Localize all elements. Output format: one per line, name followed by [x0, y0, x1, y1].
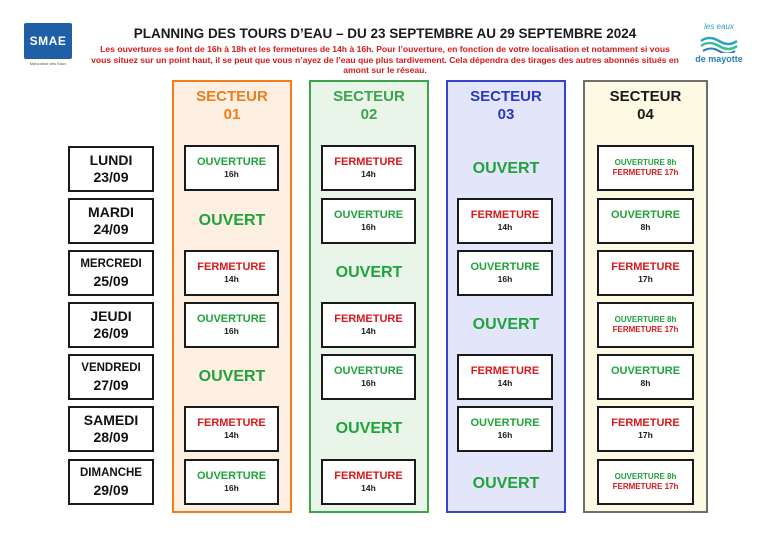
status-time: 14h [497, 222, 513, 232]
status-time: 14h [497, 378, 513, 388]
day-label-friday [68, 354, 154, 400]
status-opening: OUVERTURE [333, 209, 404, 221]
sector-number: 01 [223, 106, 241, 123]
status-time: 17h [638, 274, 653, 284]
sector-label: SECTEUR [609, 88, 682, 105]
day-label-thursday [68, 302, 154, 348]
status-open-s3-sunday: OUVERT [472, 475, 540, 492]
day-date: 29/09 [93, 482, 129, 498]
smae-logo [24, 23, 72, 73]
status-closing: FERMETURE [197, 417, 266, 429]
schedule-cell-s3-friday [457, 354, 553, 400]
schedule-cell-s2-monday [321, 145, 416, 191]
status-time: 14h [224, 430, 239, 440]
status-time: 14h [361, 483, 376, 493]
day-date: 23/09 [93, 169, 129, 185]
eaux-logo-line1: les eaux [704, 22, 734, 31]
page-title: PLANNING DES TOURS D’EAU – DU 23 SEPTEMBRE AU 29 SEPTEMBRE 2024 [133, 26, 637, 41]
eaux-de-mayotte-logo [693, 22, 745, 74]
status-opening: OUVERTURE 8h [614, 472, 677, 481]
schedule-cell-s4-monday [597, 145, 694, 191]
smae-logo-tagline: Mahoraise des Eaux [29, 61, 67, 66]
status-time: 8h [640, 222, 651, 232]
status-closing: FERMETURE [470, 209, 540, 221]
schedule-cell-s4-friday [597, 354, 694, 400]
day-label-sunday [68, 459, 154, 505]
day-name: LUNDI [89, 152, 133, 168]
day-name: JEUDI [90, 308, 132, 324]
status-open-s2-wednesday: OUVERT [335, 264, 403, 281]
status-time: 8h [640, 378, 651, 388]
status-time: 16h [497, 274, 513, 284]
status-time: 16h [224, 326, 239, 336]
sector-label: SECTEUR [470, 88, 542, 105]
day-name: MARDI [88, 204, 134, 220]
eaux-logo-line2: de mayotte [695, 54, 743, 64]
schedule-cell-s4-sunday [597, 459, 694, 505]
status-opening: OUVERTURE [610, 209, 681, 221]
status-closing: FERMETURE 17h [612, 482, 679, 491]
status-closing: FERMETURE [334, 156, 403, 168]
schedule-cell-s1-saturday [184, 406, 279, 452]
status-opening: OUVERTURE [333, 365, 404, 377]
water-waves-icon [699, 33, 739, 53]
day-label-wednesday [68, 250, 154, 296]
schedule-cell-s1-thursday [184, 302, 279, 348]
schedule-cell-s3-wednesday [457, 250, 553, 296]
status-open-s1-friday: OUVERT [198, 368, 266, 385]
smae-logo-text: SMAE [24, 23, 72, 59]
sector-number: 02 [360, 106, 378, 123]
status-time: 14h [224, 274, 239, 284]
status-open-s2-saturday: OUVERT [335, 420, 403, 437]
status-open-s1-tuesday: OUVERT [198, 212, 266, 229]
day-name: SAMEDI [83, 412, 139, 428]
status-opening: OUVERTURE [196, 156, 267, 168]
status-time: 16h [361, 222, 376, 232]
status-time: 16h [224, 483, 239, 493]
schedule-cell-s1-wednesday [184, 250, 279, 296]
day-date: 25/09 [93, 273, 129, 289]
schedule-cell-s4-thursday [597, 302, 694, 348]
status-closing: FERMETURE [611, 261, 680, 273]
schedule-cell-s2-tuesday [321, 198, 416, 244]
day-label-tuesday [68, 198, 154, 244]
status-time: 14h [361, 326, 376, 336]
status-closing: FERMETURE [470, 365, 540, 377]
sector-header-04 [585, 88, 706, 124]
schedule-cell-s4-wednesday [597, 250, 694, 296]
day-label-saturday [68, 406, 154, 452]
status-time: 16h [224, 169, 239, 179]
sector-label: SECTEUR [333, 88, 405, 105]
schedule-cell-s1-sunday [184, 459, 279, 505]
status-time: 14h [361, 169, 376, 179]
status-opening: OUVERTURE 8h [614, 315, 677, 324]
day-date: 26/09 [93, 325, 129, 341]
status-opening: OUVERTURE 8h [614, 158, 677, 167]
day-name: VENDREDI [81, 362, 141, 374]
schedule-cell-s2-thursday [321, 302, 416, 348]
status-closing: FERMETURE 17h [612, 325, 679, 334]
status-time: 17h [638, 430, 653, 440]
status-time: 16h [361, 378, 376, 388]
status-time: 16h [497, 430, 513, 440]
status-opening: OUVERTURE [610, 365, 681, 377]
status-opening: OUVERTURE [196, 313, 267, 325]
status-opening: OUVERTURE [470, 261, 540, 273]
sector-header-03 [448, 88, 564, 124]
sector-label: SECTEUR [196, 88, 268, 105]
sector-number: 04 [637, 106, 654, 123]
schedule-cell-s2-sunday [321, 459, 416, 505]
schedule-cell-s4-saturday [597, 406, 694, 452]
day-label-monday [68, 146, 154, 192]
schedule-cell-s3-tuesday [457, 198, 553, 244]
sector-header-02 [311, 88, 427, 124]
status-opening: OUVERTURE [470, 417, 540, 429]
day-date: 28/09 [93, 429, 129, 445]
status-closing: FERMETURE [197, 261, 266, 273]
status-closing: FERMETURE [334, 470, 403, 482]
schedule-cell-s4-tuesday [597, 198, 694, 244]
day-date: 24/09 [93, 221, 129, 237]
status-opening: OUVERTURE [196, 470, 267, 482]
day-date: 27/09 [93, 377, 129, 393]
status-closing: FERMETURE 17h [612, 168, 679, 177]
schedule-cell-s3-saturday [457, 406, 553, 452]
day-name: MERCREDI [80, 258, 142, 270]
schedule-cell-s2-friday [321, 354, 416, 400]
day-name: DIMANCHE [80, 467, 142, 479]
status-open-s3-monday: OUVERT [472, 160, 540, 177]
status-closing: FERMETURE [611, 417, 680, 429]
status-closing: FERMETURE [334, 313, 403, 325]
schedule-notice: Les ouvertures se font de 16h à 18h et les fermetures de 14h à 16h. Pour l’ouverture, en fonction de votre localisation et notamment si vous vous situez sur un point haut, il se peut que vous n’ayez de l’eau que plus tardivement. Cela dépendra des tirages des autres abonnés situés en amont sur le réseau. [91, 44, 679, 76]
sector-number: 03 [497, 106, 515, 123]
sector-header-01 [174, 88, 290, 124]
schedule-cell-s1-monday [184, 145, 279, 191]
status-open-s3-thursday: OUVERT [472, 316, 540, 333]
